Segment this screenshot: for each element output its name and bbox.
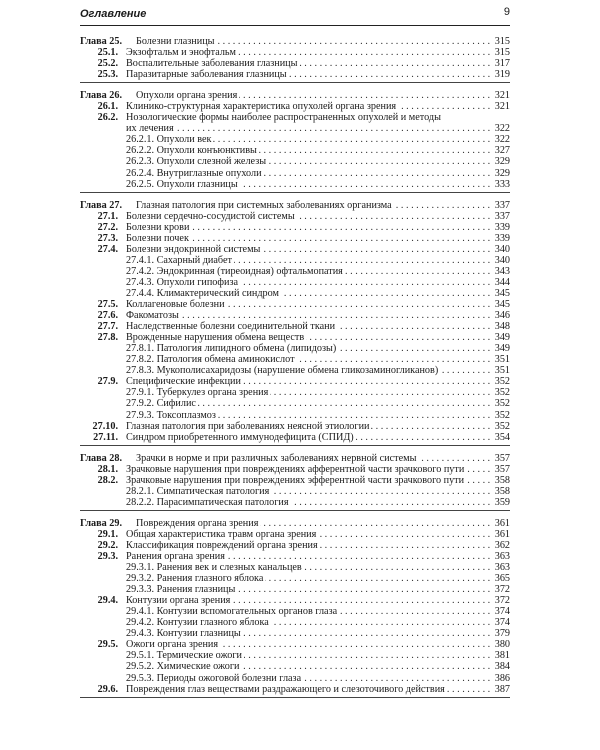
entry-number: 29.2.: [97, 539, 118, 551]
entry-title: Повреждения глаз веществами раздражающего и слезоточивого действия: [126, 683, 445, 695]
running-title: Оглавление: [80, 8, 147, 20]
entry-page-number: 354: [492, 432, 510, 443]
entry-title-wrap: [126, 321, 510, 332]
entry-title-wrap: [126, 156, 510, 167]
entry-title-wrap: [126, 562, 510, 573]
toc-chapter: [80, 518, 510, 698]
entry-page-number: 363: [492, 551, 510, 562]
section-entry[interactable]: [80, 639, 510, 650]
entry-title: Факоматозы: [126, 310, 179, 322]
entry-title: 27.8.2. Патология обмена аминокислот: [126, 354, 295, 366]
subsection-entry[interactable]: [80, 343, 510, 354]
entry-title: 27.9.3. Токсоплазмоз: [126, 409, 216, 421]
entry-page-number: 322: [492, 123, 510, 134]
chapter-heading[interactable]: [80, 453, 510, 464]
entry-title: 26.2.1. Опухоли век: [126, 134, 212, 146]
entry-title: Опухоли органа зрения: [136, 90, 238, 102]
entry-title: 27.4.2. Эндокринная (тиреоидная) офтальмопатия: [126, 265, 343, 277]
entry-title-wrap: [126, 244, 510, 255]
entry-page-number: 386: [492, 673, 510, 684]
entry-page-number: 363: [492, 562, 510, 573]
entry-page-number: 321: [492, 101, 510, 112]
entry-title-wrap: [136, 453, 510, 464]
entry-title-wrap: [126, 310, 510, 321]
entry-page-number: 344: [492, 277, 510, 288]
entry-title-wrap: [126, 112, 510, 134]
entry-page-number: 315: [492, 36, 510, 47]
entry-title-wrap: [126, 387, 510, 398]
entry-number: 27.4.: [97, 243, 118, 255]
entry-title-wrap: [126, 540, 510, 551]
entry-title: Паразитарные заболевания глазницы: [126, 69, 287, 81]
entry-page-number: 379: [492, 628, 510, 639]
entry-title-wrap: [126, 343, 510, 354]
entry-title-wrap: [126, 134, 510, 145]
subsection-entry[interactable]: [80, 288, 510, 299]
entry-title: Ранения органа зрения: [126, 551, 225, 563]
table-of-contents: [80, 36, 510, 705]
section-entry[interactable]: [80, 529, 510, 540]
entry-title: Зрачки в норме и при различных заболеваниях нервной системы: [136, 452, 417, 464]
entry-number: Глава 26.: [80, 90, 123, 102]
entry-title-wrap: [136, 36, 510, 47]
entry-title-wrap: [126, 266, 510, 277]
entry-page-number: 358: [492, 475, 510, 486]
entry-title-wrap: [126, 595, 510, 606]
subsection-entry[interactable]: [80, 365, 510, 376]
entry-number: Глава 25.: [80, 36, 123, 47]
subsection-entry[interactable]: [80, 673, 510, 684]
toc-chapter: [80, 453, 510, 511]
entry-page-number: 329: [492, 168, 510, 179]
toc-chapter: [80, 36, 510, 83]
entry-title: 27.9.2. Сифилис: [126, 398, 196, 410]
entry-title-wrap: [126, 255, 510, 266]
entry-page-number: 352: [492, 410, 510, 421]
entry-page-number: 380: [492, 639, 510, 650]
entry-page-number: 384: [492, 661, 510, 672]
entry-page-number: 365: [492, 573, 510, 584]
entry-title: Врожденные нарушения обмена веществ: [126, 332, 305, 344]
entry-title-wrap: [126, 211, 510, 222]
entry-title-wrap: [126, 639, 510, 650]
subsection-entry[interactable]: [80, 617, 510, 628]
entry-title-wrap: [126, 332, 510, 343]
entry-title: 29.5.3. Периоды ожоговой болезни глаза: [126, 672, 302, 684]
entry-page-number: 387: [492, 684, 510, 695]
section-entry[interactable]: [80, 47, 510, 58]
entry-title: 27.8.1. Патология липидного обмена (липидозы): [126, 343, 337, 355]
entry-page-number: 381: [492, 650, 510, 661]
entry-title-continued: их лечения: [126, 123, 174, 135]
entry-title-wrap: [126, 233, 510, 244]
section-entry[interactable]: [80, 69, 510, 80]
entry-title-wrap: [126, 101, 510, 112]
entry-title-wrap: [126, 432, 510, 443]
entry-title-wrap: [126, 47, 510, 58]
entry-number: 27.6.: [97, 310, 118, 322]
section-entry[interactable]: [80, 432, 510, 443]
entry-title: Наследственные болезни соединительной ткани: [126, 321, 336, 333]
entry-page-number: 337: [492, 200, 510, 211]
entry-number: 27.10.: [92, 420, 118, 432]
entry-title-wrap: [126, 410, 510, 421]
page-number: 9: [503, 6, 510, 18]
entry-page-number: 317: [492, 58, 510, 69]
entry-title-wrap: [126, 69, 510, 80]
section-entry[interactable]: [80, 421, 510, 432]
section-entry[interactable]: [80, 310, 510, 321]
entry-title-wrap: [126, 673, 510, 684]
section-entry[interactable]: [80, 464, 510, 475]
entry-title: 29.3.1. Ранения век и слезных канальцев: [126, 562, 302, 574]
entry-title: 29.4.2. Контузии глазного яблока: [126, 617, 269, 629]
subsection-entry[interactable]: [80, 266, 510, 277]
entry-page-number: 349: [492, 343, 510, 354]
section-entry[interactable]: [80, 58, 510, 69]
page-header: [80, 4, 510, 24]
section-entry[interactable]: [80, 299, 510, 310]
entry-number: Глава 28.: [80, 452, 123, 464]
entry-page-number: 361: [492, 529, 510, 540]
chapter-heading[interactable]: [80, 518, 510, 529]
entry-title: Экзофтальм и энофтальм: [126, 47, 236, 59]
entry-page-number: 343: [492, 266, 510, 277]
chapter-heading[interactable]: [80, 36, 510, 47]
entry-number: 29.1.: [97, 528, 118, 540]
section-entry[interactable]: [80, 475, 510, 486]
entry-page-number: 340: [492, 244, 510, 255]
subsection-entry[interactable]: [80, 145, 510, 156]
entry-title: Болезни эндокринной системы: [126, 243, 261, 255]
subsection-entry[interactable]: [80, 134, 510, 145]
entry-number: 26.2.: [97, 112, 118, 124]
entry-title: Общая характеристика травм органа зрения: [126, 528, 317, 540]
entry-title-wrap: [126, 376, 510, 387]
entry-page-number: 345: [492, 299, 510, 310]
entry-page-number: 329: [492, 156, 510, 167]
entry-title-wrap: [126, 58, 510, 69]
entry-title: Классификация повреждений органа зрения: [126, 539, 318, 551]
entry-title: Зрачковые нарушения при повреждениях афферентной части зрачкового пути: [126, 463, 465, 475]
entry-page-number: 346: [492, 310, 510, 321]
entry-page-number: 358: [492, 486, 510, 497]
entry-title-wrap: [126, 179, 510, 190]
entry-page-number: 374: [492, 617, 510, 628]
entry-page-number: 357: [492, 464, 510, 475]
entry-title-wrap: [126, 421, 510, 432]
entry-page-number: 351: [492, 354, 510, 365]
entry-title: 29.5.2. Химические ожоги: [126, 661, 240, 673]
entry-title: 29.4.3. Контузии глазницы: [126, 628, 241, 640]
entry-title: 27.4.3. Опухоли гипофиза: [126, 276, 238, 288]
entry-page-number: 348: [492, 321, 510, 332]
section-entry[interactable]: [80, 595, 510, 606]
entry-title-wrap: [126, 354, 510, 365]
entry-number: 25.3.: [97, 69, 118, 81]
entry-page-number: 352: [492, 421, 510, 432]
entry-page-number: 339: [492, 222, 510, 233]
entry-title: 29.3.3. Ранения глазницы: [126, 584, 236, 596]
entry-title-wrap: [126, 277, 510, 288]
entry-page-number: 352: [492, 398, 510, 409]
entry-page-number: 333: [492, 179, 510, 190]
subsection-entry[interactable]: [80, 354, 510, 365]
subsection-entry[interactable]: [80, 387, 510, 398]
entry-title-wrap: [126, 606, 510, 617]
section-entry[interactable]: [80, 112, 510, 134]
entry-number: 25.2.: [97, 58, 118, 70]
entry-page-number: 352: [492, 387, 510, 398]
subsection-entry[interactable]: [80, 179, 510, 190]
entry-page-number: 374: [492, 606, 510, 617]
subsection-entry[interactable]: [80, 628, 510, 639]
section-entry[interactable]: [80, 540, 510, 551]
entry-title-wrap: [126, 497, 510, 508]
entry-title: 29.5.1. Термические ожоги: [126, 650, 242, 662]
entry-number: 29.6.: [97, 683, 118, 695]
entry-title: Специфические инфекции: [126, 376, 241, 388]
entry-title-wrap: [126, 661, 510, 672]
entry-title-wrap: [126, 464, 510, 475]
entry-title: 27.9.1. Туберкулез органа зрения: [126, 387, 269, 399]
entry-page-number: 359: [492, 497, 510, 508]
entry-number: 26.1.: [97, 101, 118, 113]
entry-title: 27.4.1. Сахарный диабет: [126, 254, 232, 266]
entry-title: Синдром приобретенного иммунодефицита (СПИД): [126, 431, 354, 443]
entry-page-number: 372: [492, 584, 510, 595]
entry-number: 27.11.: [93, 431, 118, 443]
entry-page-number: 361: [492, 518, 510, 529]
entry-title: Ожоги органа зрения: [126, 639, 219, 651]
section-entry[interactable]: [80, 332, 510, 343]
entry-number: 25.1.: [97, 47, 118, 59]
entry-title: 29.4.1. Контузии вспомогательных органов глаза: [126, 606, 338, 618]
subsection-entry[interactable]: [80, 255, 510, 266]
entry-page-number: 357: [492, 453, 510, 464]
entry-number: 28.1.: [97, 463, 118, 475]
subsection-entry[interactable]: [80, 497, 510, 508]
entry-page-number: 362: [492, 540, 510, 551]
entry-title: Нозологические формы наиболее распространенных опухолей и методы: [126, 112, 441, 124]
entry-title-wrap: [126, 365, 510, 376]
subsection-entry[interactable]: [80, 156, 510, 167]
entry-title: 29.3.2. Ранения глазного яблока: [126, 573, 264, 585]
entry-title-wrap: [136, 518, 510, 529]
entry-title: Повреждения органа зрения: [136, 517, 259, 529]
entry-number: 27.7.: [97, 321, 118, 333]
entry-number: 27.8.: [97, 332, 118, 344]
entry-title: Коллагеновые болезни: [126, 299, 225, 311]
entry-number: 27.1.: [97, 210, 118, 222]
entry-page-number: 345: [492, 288, 510, 299]
entry-title: 28.2.2. Парасимпатическая патология: [126, 496, 289, 508]
entry-number: 28.2.: [97, 474, 118, 486]
entry-title: Воспалительные заболевания глазницы: [126, 58, 298, 70]
entry-title: Болезни почек: [126, 232, 189, 244]
chapter-heading[interactable]: [80, 90, 510, 101]
section-entry[interactable]: [80, 684, 510, 695]
subsection-entry[interactable]: [80, 277, 510, 288]
section-entry[interactable]: [80, 244, 510, 255]
entry-page-number: 351: [492, 365, 510, 376]
entry-page-number: 315: [492, 47, 510, 58]
entry-page-number: 337: [492, 211, 510, 222]
subsection-entry[interactable]: [80, 410, 510, 421]
subsection-entry[interactable]: [80, 650, 510, 661]
entry-title: 26.2.5. Опухоли глазницы: [126, 178, 238, 190]
entry-title: Глазная патология при заболеваниях неясной этиологии: [126, 420, 370, 432]
entry-title-wrap: [126, 168, 510, 179]
entry-number: Глава 29.: [80, 517, 123, 529]
section-entry[interactable]: [80, 233, 510, 244]
chapter-heading[interactable]: [80, 200, 510, 211]
entry-title: Контузии органа зрения: [126, 595, 231, 607]
subsection-entry[interactable]: [80, 584, 510, 595]
entry-title-wrap: [126, 551, 510, 562]
entry-title-wrap: [126, 684, 510, 695]
subsection-entry[interactable]: [80, 573, 510, 584]
entry-title: Болезни крови: [126, 221, 190, 233]
entry-title: 27.4.4. Климактерический синдром: [126, 287, 279, 299]
entry-number: 29.5.: [97, 639, 118, 651]
entry-title: Клинико-структурная характеристика опухолей органа зрения: [126, 101, 397, 113]
entry-title-wrap: [126, 145, 510, 156]
entry-number: 27.2.: [97, 221, 118, 233]
section-entry[interactable]: [80, 101, 510, 112]
subsection-entry[interactable]: [80, 562, 510, 573]
entry-title: Болезни сердечно-сосудистой системы: [126, 210, 295, 222]
entry-title-wrap: [136, 200, 510, 211]
entry-number: 29.3.: [97, 551, 118, 563]
subsection-entry[interactable]: [80, 168, 510, 179]
entry-number: 27.9.: [97, 376, 118, 388]
entry-title-wrap: [126, 529, 510, 540]
entry-title: Глазная патология при системных заболеваниях организма: [136, 199, 392, 211]
subsection-entry[interactable]: [80, 398, 510, 409]
entry-title: 27.8.3. Мукополисахаридозы (нарушение обмена гликозаминогликанов): [126, 365, 439, 377]
entry-title: Болезни глазницы: [136, 36, 215, 47]
entry-page-number: 349: [492, 332, 510, 343]
entry-page-number: 340: [492, 255, 510, 266]
entry-title-wrap: [126, 288, 510, 299]
entry-number: Глава 27.: [80, 199, 123, 211]
entry-title-wrap: [126, 299, 510, 310]
subsection-entry[interactable]: [80, 661, 510, 672]
entry-title-wrap: [126, 650, 510, 661]
subsection-entry[interactable]: [80, 486, 510, 497]
section-entry[interactable]: [80, 222, 510, 233]
entry-page-number: 372: [492, 595, 510, 606]
toc-chapter: [80, 90, 510, 192]
entry-title-wrap: [126, 628, 510, 639]
entry-title: 26.2.2. Опухоли конъюнктивы: [126, 145, 257, 157]
entry-page-number: 339: [492, 233, 510, 244]
section-entry[interactable]: [80, 321, 510, 332]
entry-title: 26.2.3. Опухоли слезной железы: [126, 156, 267, 168]
entry-title-wrap: [126, 584, 510, 595]
section-entry[interactable]: [80, 551, 510, 562]
entry-number: 27.5.: [97, 299, 118, 311]
entry-number: 27.3.: [97, 232, 118, 244]
subsection-entry[interactable]: [80, 606, 510, 617]
entry-title-wrap: [126, 486, 510, 497]
entry-title: Зрачковые нарушения при повреждениях эфферентной части зрачкового пути: [126, 474, 465, 486]
entry-title: 26.2.4. Внутриглазные опухоли: [126, 167, 262, 179]
toc-chapter: [80, 200, 510, 446]
header-divider: [80, 25, 510, 26]
entry-page-number: 352: [492, 376, 510, 387]
entry-title-wrap: [126, 222, 510, 233]
entry-page-number: 321: [492, 90, 510, 101]
entry-title-wrap: [126, 475, 510, 486]
section-entry[interactable]: [80, 376, 510, 387]
entry-page-number: 322: [492, 134, 510, 145]
entry-number: 29.4.: [97, 595, 118, 607]
entry-title-wrap: [126, 573, 510, 584]
entry-title-wrap: [126, 398, 510, 409]
entry-page-number: 327: [492, 145, 510, 156]
entry-title-wrap: [136, 90, 510, 101]
section-entry[interactable]: [80, 211, 510, 222]
entry-title-wrap: [126, 617, 510, 628]
entry-page-number: 319: [492, 69, 510, 80]
entry-title: 28.2.1. Симпатическая патология: [126, 485, 270, 497]
